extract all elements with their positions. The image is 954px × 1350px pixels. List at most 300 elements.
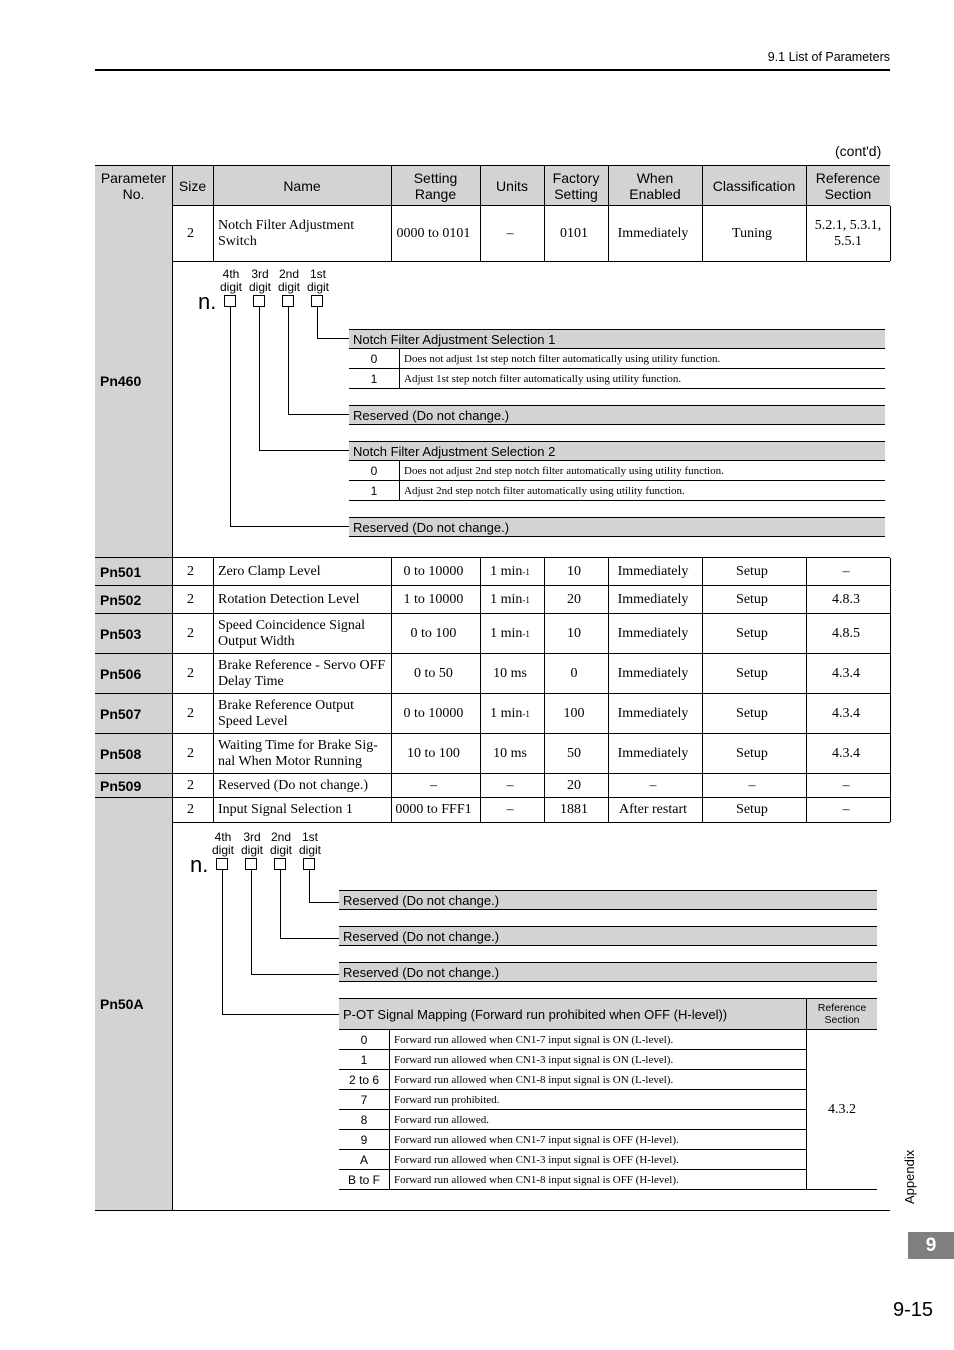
- option-description: Does not adjust 2nd step notch filter automatically using utility function.: [404, 464, 724, 477]
- digit-box: [303, 858, 315, 870]
- header-col-rule: [544, 166, 545, 205]
- ref-cell: [806, 774, 890, 798]
- option-value: 8: [339, 1110, 390, 1129]
- enabled-cell: [608, 558, 702, 586]
- col-units: Units: [480, 166, 544, 205]
- ref-cell: [806, 614, 890, 654]
- pot-ref-header: Reference Section: [806, 998, 877, 1030]
- col-rule: [608, 774, 609, 798]
- range-cell-text: 0 to 100: [410, 626, 457, 641]
- col-rule: [702, 586, 703, 614]
- factory-cell: [544, 774, 608, 798]
- range-cell: [391, 734, 480, 774]
- left-rule: [172, 822, 173, 1210]
- enabled-cell: [608, 586, 702, 614]
- col-reference-section: Reference Section: [806, 166, 890, 205]
- factory-cell: [544, 654, 608, 694]
- digit-label-3rd: 3rd digit: [240, 830, 263, 857]
- col-rule: [608, 586, 609, 614]
- connector-line: [288, 414, 349, 415]
- digit-label-4th: 4th digit: [219, 267, 242, 294]
- table-bottom-rule: [95, 1210, 890, 1211]
- col-rule: [702, 694, 703, 734]
- reserved-4th-digit: Reserved (Do not change.): [349, 517, 885, 537]
- col-rule: [391, 206, 392, 261]
- col-rule: [213, 798, 214, 822]
- name-cell-text: Notch Filter Adjustment Switch: [218, 217, 355, 249]
- digit-box: [216, 858, 228, 870]
- units-cell-text: 1 min: [490, 592, 523, 607]
- col-rule: [608, 654, 609, 694]
- col-rule: [213, 734, 214, 774]
- col-rule: [806, 586, 807, 614]
- reserved-3rd-digit: Reserved (Do not change.): [339, 962, 877, 982]
- connector-line: [222, 870, 223, 1014]
- option-row: [339, 1110, 807, 1130]
- option-value: 9: [339, 1130, 390, 1149]
- col-rule: [806, 798, 807, 822]
- name-cell: [213, 694, 391, 734]
- col-rule: [172, 586, 173, 614]
- size-cell: [172, 206, 213, 261]
- col-rule: [608, 734, 609, 774]
- ref-cell-text: 4.3.4: [832, 666, 860, 681]
- left-rule: [172, 261, 173, 557]
- name-cell: [213, 586, 391, 614]
- option-row: [349, 349, 885, 369]
- header-col-rule: [172, 166, 173, 205]
- class-cell-text: Tuning: [732, 225, 772, 241]
- range-cell-text: 0000 to FFF1: [395, 802, 472, 817]
- units-cell: [480, 654, 544, 694]
- reserved-2nd-digit: Reserved (Do not change.): [349, 405, 885, 425]
- enabled-cell-text: –: [649, 778, 657, 793]
- ref-cell-text: –: [842, 778, 850, 793]
- connector-line: [251, 870, 252, 974]
- header-col-rule: [702, 166, 703, 205]
- class-cell-text: Setup: [736, 592, 768, 607]
- header-rule: [95, 69, 890, 71]
- col-rule: [213, 558, 214, 586]
- connector-line: [280, 938, 339, 939]
- option-description: Forward run allowed when CN1-7 input signal is ON (L-level).: [394, 1033, 674, 1046]
- option-description: Does not adjust 1st step notch filter automatically using utility function.: [404, 352, 721, 365]
- ref-cell-text: 4.8.3: [832, 592, 860, 607]
- digit-prefix: n.: [198, 289, 217, 314]
- ref-cell: [806, 654, 890, 694]
- col-factory-setting: Factory Setting: [544, 166, 608, 205]
- col-rule: [172, 734, 173, 774]
- factory-cell-text: 100: [563, 706, 585, 721]
- class-cell: [702, 206, 806, 261]
- class-cell-text: Setup: [736, 666, 768, 681]
- digit-box: [282, 295, 294, 307]
- size-cell: [172, 798, 213, 822]
- class-cell-text: –: [748, 778, 756, 793]
- digit-label-3rd: 3rd digit: [248, 267, 271, 294]
- selection-1-title: Notch Filter Adjustment Selection 1: [349, 329, 885, 349]
- col-rule: [172, 694, 173, 734]
- enabled-cell-text: Immediately: [617, 706, 689, 721]
- param-no-pn508: Pn508: [95, 734, 172, 774]
- class-cell: [702, 694, 806, 734]
- col-rule: [391, 614, 392, 654]
- units-cell-text: –: [506, 802, 514, 817]
- option-row: [349, 461, 885, 481]
- col-rule: [544, 694, 545, 734]
- name-cell: [213, 558, 391, 586]
- ref-cell-text: 4.3.4: [832, 706, 860, 721]
- col-rule: [544, 206, 545, 261]
- param-no-pn506: Pn506: [95, 654, 172, 694]
- digit-prefix: n.: [190, 852, 209, 877]
- header-col-rule: [213, 166, 214, 205]
- col-rule: [890, 694, 891, 734]
- col-rule: [544, 734, 545, 774]
- units-cell: [480, 614, 544, 654]
- factory-cell-text: 0101: [560, 225, 588, 241]
- selection-2-title: Notch Filter Adjustment Selection 2: [349, 441, 885, 461]
- range-cell: [391, 586, 480, 614]
- col-rule: [213, 654, 214, 694]
- ref-cell-text: 5.2.1, 5.3.1, 5.5.1: [814, 217, 882, 249]
- factory-cell-text: 0: [570, 666, 578, 681]
- param-no-pn50a: Pn50A: [95, 798, 172, 1210]
- name-cell-text: Brake Reference - Servo OFF Delay Time: [218, 658, 386, 689]
- enabled-cell: [608, 734, 702, 774]
- size-cell: [172, 614, 213, 654]
- col-rule: [702, 614, 703, 654]
- connector-line: [317, 338, 349, 339]
- option-description: Forward run allowed when CN1-8 input signal is ON (L-level).: [394, 1073, 674, 1086]
- option-row: [339, 1090, 807, 1110]
- col-rule: [806, 774, 807, 798]
- factory-cell-text: 1881: [560, 802, 588, 817]
- range-cell: [391, 206, 480, 261]
- factory-cell-text: 20: [567, 778, 581, 793]
- enabled-cell: [608, 694, 702, 734]
- name-cell: [213, 774, 391, 798]
- factory-cell-text: 50: [567, 746, 581, 761]
- name-cell: [213, 734, 391, 774]
- col-rule: [806, 206, 807, 261]
- option-value: 1: [349, 369, 400, 388]
- connector-line: [251, 974, 339, 975]
- option-description: Forward run prohibited.: [394, 1093, 500, 1106]
- col-rule: [480, 558, 481, 586]
- digit-box: [274, 858, 286, 870]
- factory-cell: [544, 614, 608, 654]
- class-cell: [702, 586, 806, 614]
- range-cell: [391, 614, 480, 654]
- col-rule: [391, 586, 392, 614]
- col-rule: [391, 798, 392, 822]
- name-cell-text: Waiting Time for Brake Sig-nal When Motor Running: [218, 738, 378, 769]
- size-cell-text: 2: [187, 746, 194, 761]
- col-rule: [890, 614, 891, 654]
- option-row: [339, 1050, 807, 1070]
- col-rule: [702, 654, 703, 694]
- name-cell: [213, 654, 391, 694]
- units-cell: [480, 694, 544, 734]
- digit-box: [311, 295, 323, 307]
- range-cell-text: 0000 to 0101: [396, 225, 471, 241]
- size-cell: [172, 654, 213, 694]
- connector-line: [288, 307, 289, 414]
- size-cell-text: 2: [187, 564, 194, 579]
- size-cell: [172, 586, 213, 614]
- class-cell: [702, 774, 806, 798]
- col-rule: [480, 586, 481, 614]
- col-rule: [480, 614, 481, 654]
- option-row: [339, 1150, 807, 1170]
- option-value: 0: [339, 1030, 390, 1049]
- col-rule: [806, 558, 807, 586]
- col-rule: [391, 734, 392, 774]
- enabled-cell: [608, 654, 702, 694]
- option-value: A: [339, 1150, 390, 1169]
- digit-box: [245, 858, 257, 870]
- units-cell: [480, 734, 544, 774]
- digit-box: [224, 295, 236, 307]
- name-cell-text: Input Signal Selection 1: [218, 802, 353, 817]
- option-description: Forward run allowed when CN1-3 input signal is ON (L-level).: [394, 1053, 674, 1066]
- option-row: [339, 1070, 807, 1090]
- col-rule: [890, 558, 891, 586]
- option-row: [349, 481, 885, 501]
- size-cell: [172, 774, 213, 798]
- class-cell-text: Setup: [736, 626, 768, 641]
- enabled-cell-text: Immediately: [617, 666, 689, 681]
- col-rule: [608, 798, 609, 822]
- connector-line: [259, 450, 349, 451]
- name-cell-text: Rotation Detection Level: [218, 592, 360, 607]
- table-top-rule: [95, 165, 890, 166]
- option-value: 0: [349, 349, 400, 368]
- units-cell: [480, 586, 544, 614]
- connector-line: [317, 307, 318, 338]
- enabled-cell-text: Immediately: [617, 592, 689, 607]
- size-cell: [172, 558, 213, 586]
- units-cell: [480, 206, 544, 261]
- name-cell-text: Zero Clamp Level: [218, 564, 321, 579]
- units-cell-text: –: [506, 225, 514, 241]
- option-description: Adjust 2nd step notch filter automatically using utility function.: [404, 484, 685, 497]
- param-no-pn502: Pn502: [95, 586, 172, 614]
- name-cell: [213, 614, 391, 654]
- col-rule: [890, 206, 891, 261]
- units-superscript: -1: [522, 595, 530, 605]
- range-cell-text: 0 to 50: [414, 666, 453, 681]
- col-rule: [172, 654, 173, 694]
- enabled-cell: [608, 206, 702, 261]
- col-rule: [544, 558, 545, 586]
- units-cell-text: 1 min: [490, 626, 523, 641]
- units-cell-text: 1 min: [490, 564, 523, 579]
- digit-label-4th: 4th digit: [211, 830, 234, 857]
- ref-cell: [806, 798, 890, 822]
- pot-mapping-title: P-OT Signal Mapping (Forward run prohibited when OFF (H-level)): [339, 998, 807, 1030]
- col-rule: [702, 206, 703, 261]
- size-cell-text: 2: [187, 706, 194, 721]
- col-rule: [480, 206, 481, 261]
- units-cell-text: 1 min: [490, 706, 523, 721]
- param-no-pn503: Pn503: [95, 614, 172, 654]
- range-cell: [391, 774, 480, 798]
- col-rule: [480, 734, 481, 774]
- range-cell-text: 0 to 10000: [403, 706, 464, 721]
- col-rule: [480, 654, 481, 694]
- col-rule: [544, 654, 545, 694]
- class-cell-text: Setup: [736, 564, 768, 579]
- col-rule: [213, 614, 214, 654]
- range-cell-text: 1 to 10000: [403, 592, 464, 607]
- page-number: 9-15: [893, 1299, 934, 1321]
- digit-label-1st: 1st digit: [298, 830, 321, 857]
- col-size: Size: [172, 166, 213, 205]
- col-rule: [480, 694, 481, 734]
- reserved-1st-digit: Reserved (Do not change.): [339, 890, 877, 910]
- col-rule: [890, 586, 891, 614]
- section-header: 9.1 List of Parameters: [767, 50, 890, 64]
- col-rule: [391, 558, 392, 586]
- ref-cell: [806, 586, 890, 614]
- option-description: Forward run allowed when CN1-3 input signal is OFF (H-level).: [394, 1153, 679, 1166]
- col-rule: [806, 734, 807, 774]
- digit-label-2nd: 2nd digit: [277, 267, 300, 294]
- digit-label-2nd: 2nd digit: [269, 830, 292, 857]
- col-rule: [806, 614, 807, 654]
- class-cell: [702, 798, 806, 822]
- units-cell: [480, 558, 544, 586]
- col-rule: [890, 798, 891, 822]
- name-cell-text: Brake Reference Output Speed Level: [218, 698, 355, 729]
- enabled-cell-text: After restart: [618, 802, 688, 817]
- digit-label-1st: 1st digit: [306, 267, 329, 294]
- name-cell: [213, 798, 391, 822]
- col-rule: [702, 558, 703, 586]
- option-value: 7: [339, 1090, 390, 1109]
- class-cell-text: Setup: [736, 746, 768, 761]
- col-rule: [544, 774, 545, 798]
- range-cell: [391, 798, 480, 822]
- enabled-cell-text: Immediately: [617, 225, 689, 241]
- col-rule: [480, 798, 481, 822]
- header-col-rule: [480, 166, 481, 205]
- ref-cell-text: –: [842, 564, 850, 579]
- connector-line: [259, 307, 260, 450]
- param-no-pn460: Pn460: [95, 205, 172, 557]
- row-rule: [172, 822, 890, 823]
- option-row: [349, 369, 885, 389]
- ref-cell-text: 4.3.4: [832, 746, 860, 761]
- factory-cell: [544, 694, 608, 734]
- option-value: 1: [349, 481, 400, 500]
- col-rule: [391, 774, 392, 798]
- col-rule: [608, 558, 609, 586]
- units-cell-text: 10 ms: [493, 746, 527, 761]
- col-rule: [544, 798, 545, 822]
- col-rule: [213, 774, 214, 798]
- option-description: Forward run allowed when CN1-8 input signal is OFF (H-level).: [394, 1173, 679, 1186]
- option-description: Adjust 1st step notch filter automatically using utility function.: [404, 372, 682, 385]
- pot-ref-value: 4.3.2: [806, 1030, 877, 1190]
- row-rule: [172, 261, 890, 262]
- size-cell-text: 2: [187, 626, 194, 641]
- units-superscript: -1: [522, 567, 530, 577]
- col-rule: [172, 206, 173, 261]
- ref-cell: [806, 558, 890, 586]
- col-rule: [172, 614, 173, 654]
- col-rule: [702, 734, 703, 774]
- col-rule: [391, 694, 392, 734]
- range-cell: [391, 654, 480, 694]
- digit-box: [253, 295, 265, 307]
- ref-cell: [806, 694, 890, 734]
- units-superscript: -1: [522, 629, 530, 639]
- range-cell-text: 10 to 100: [407, 746, 460, 761]
- col-rule: [702, 774, 703, 798]
- header-col-rule: [391, 166, 392, 205]
- col-rule: [172, 774, 173, 798]
- col-rule: [391, 654, 392, 694]
- size-cell-text: 2: [187, 778, 194, 793]
- units-cell: [480, 774, 544, 798]
- factory-cell: [544, 734, 608, 774]
- factory-cell: [544, 206, 608, 261]
- col-rule: [608, 694, 609, 734]
- col-rule: [172, 558, 173, 586]
- size-cell-text: 2: [187, 225, 194, 241]
- appendix-side-label: Appendix: [902, 1149, 917, 1204]
- units-cell-text: –: [506, 778, 514, 793]
- connector-line: [222, 1014, 339, 1015]
- col-rule: [806, 694, 807, 734]
- size-cell: [172, 694, 213, 734]
- reserved-2nd-digit: Reserved (Do not change.): [339, 926, 877, 946]
- connector-line: [230, 307, 231, 526]
- col-param-no: Parameter No.: [95, 166, 172, 205]
- factory-cell: [544, 586, 608, 614]
- col-classification: Classification: [702, 166, 806, 205]
- option-value: B to F: [339, 1170, 390, 1189]
- range-cell: [391, 558, 480, 586]
- size-cell: [172, 734, 213, 774]
- factory-cell: [544, 558, 608, 586]
- enabled-cell-text: Immediately: [617, 626, 689, 641]
- option-description: Forward run allowed.: [394, 1113, 490, 1126]
- units-superscript: -1: [522, 709, 530, 719]
- ref-cell-text: –: [842, 802, 850, 817]
- connector-line: [309, 870, 310, 902]
- units-cell: [480, 798, 544, 822]
- col-when-enabled: When Enabled: [608, 166, 702, 205]
- chapter-tab: 9: [908, 1232, 954, 1259]
- option-row: [339, 1130, 807, 1150]
- col-rule: [890, 774, 891, 798]
- option-value: 2 to 6: [339, 1070, 390, 1089]
- col-setting-range: Setting Range: [391, 166, 480, 205]
- col-rule: [890, 654, 891, 694]
- contd-label: (cont'd): [835, 143, 882, 159]
- connector-line: [280, 870, 281, 938]
- col-rule: [172, 798, 173, 822]
- param-no-pn501: Pn501: [95, 558, 172, 586]
- range-cell-text: 0 to 10000: [403, 564, 464, 579]
- range-cell-text: –: [430, 778, 437, 793]
- enabled-cell-text: Immediately: [617, 564, 689, 579]
- size-cell-text: 2: [187, 666, 194, 681]
